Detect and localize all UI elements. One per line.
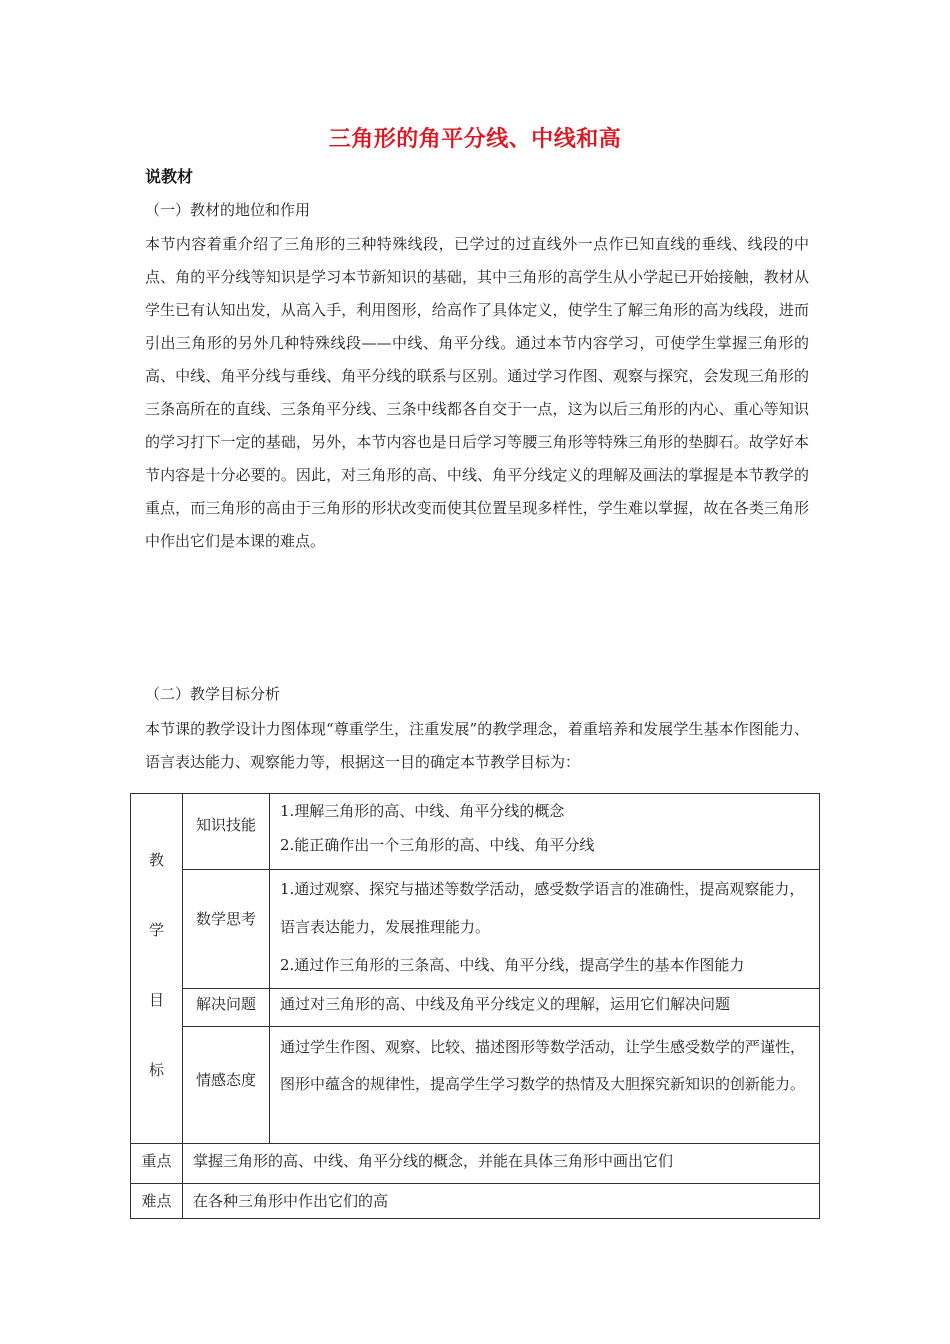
section-heading: 说教材 — [145, 167, 194, 186]
area-label: 知识技能 — [195, 816, 256, 834]
content-cell — [270, 794, 820, 870]
content-line: 1.理解三角形的高、中线、角平分线的概念 — [280, 802, 565, 820]
category-cell — [131, 794, 183, 1144]
table-row — [131, 794, 820, 870]
difficulty-label: 难点 — [131, 1184, 183, 1219]
content-line: 通过对三角形的高、中线及角平分线定义的理解，运用它们解决问题 — [280, 995, 731, 1013]
content-line: 2.能正确作出一个三角形的高、中线、角平分线 — [280, 836, 595, 854]
table-row — [131, 989, 820, 1027]
table-row — [131, 1027, 820, 1144]
area-cell — [183, 794, 270, 870]
category-char: 教 — [148, 851, 164, 869]
content-line: 1.通过观察、探究与描述等数学活动，感受数学语言的准确性，提高观察能力，语言表达能力，发展推理能力。 — [280, 880, 805, 936]
document-title: 三角形的角平分线、中线和高 — [328, 127, 622, 152]
area-cell — [183, 989, 270, 1027]
content-cell — [270, 870, 820, 989]
area-label: 情感态度 — [195, 1071, 256, 1089]
table-row — [131, 870, 820, 989]
category-char: 目 — [148, 991, 164, 1009]
subsection-heading-2: （二）教学目标分析 — [145, 685, 281, 703]
area-cell — [183, 1027, 270, 1144]
content-cell — [270, 1027, 820, 1144]
paragraph-2: 本节课的教学设计力图体现“尊重学生，注重发展”的教学理念，着重培养和发展学生基本作图能力、语言表达能力、观察能力等，根据这一目的确定本节教学目标为： — [145, 720, 809, 771]
area-label: 数学思考 — [195, 910, 256, 928]
difficulty-row — [131, 1184, 820, 1219]
area-label: 解决问题 — [195, 995, 256, 1013]
key-point-label: 重点 — [131, 1144, 183, 1184]
key-point-text: 掌握三角形的高、中线、角平分线的概念，并能在具体三角形中画出它们 — [183, 1144, 820, 1184]
category-char: 学 — [148, 921, 164, 939]
key-point-row — [131, 1144, 820, 1184]
paragraph-1: 本节内容着重介绍了三角形的三种特殊线段，已学过的过直线外一点作已知直线的垂线、线段的中点、角的平分线等知识是学习本节新知识的基础，其中三角形的高学生从小学起已开始接触，教材从学生已有认知出发，从高入手，利用图形，给高作了具体定义，使学生了解三角形的高为线段，进而引出三角形的另外几种特殊线段——中线、角平分线。通过本节内容学习，可使学生掌握三角形的高、中线、角平分线与垂线、角平分线的联系与区别。通过学习作图、观察与探究，会发现三角形的三条高所在的直线、三条角平分线、三条中线都各自交于一点，这为以后三角形的内心、重心等知识的学习打下一定的基础，另外，本节内容也是日后学习等腰三角形等特殊三角形的垫脚石。故学好本节内容是十分必要的。因此，对三角形的高、中线、角平分线定义的理解及画法的掌握是本节教学的重点，而三角形的高由于三角形的形状改变而使其位置呈现多样性，学生难以掌握，故在各类三角形中作出它们是本课的难点。 — [145, 235, 809, 550]
difficulty-text: 在各种三角形中作出它们的高 — [183, 1184, 820, 1219]
category-char: 标 — [148, 1061, 164, 1079]
content-line: 2.通过作三角形的三条高、中线、角平分线，提高学生的基本作图能力 — [280, 956, 745, 974]
objectives-table — [130, 793, 820, 1219]
content-cell — [270, 989, 820, 1027]
content-line: 通过学生作图、观察、比较、描述图形等数学活动，让学生感受数学的严谨性，图形中蕴含的规律性，提高学生学习数学的热情及大胆探究新知识的创新能力。 — [280, 1038, 806, 1093]
area-cell — [183, 870, 270, 989]
subsection-heading-1: （一）教材的地位和作用 — [145, 201, 311, 219]
